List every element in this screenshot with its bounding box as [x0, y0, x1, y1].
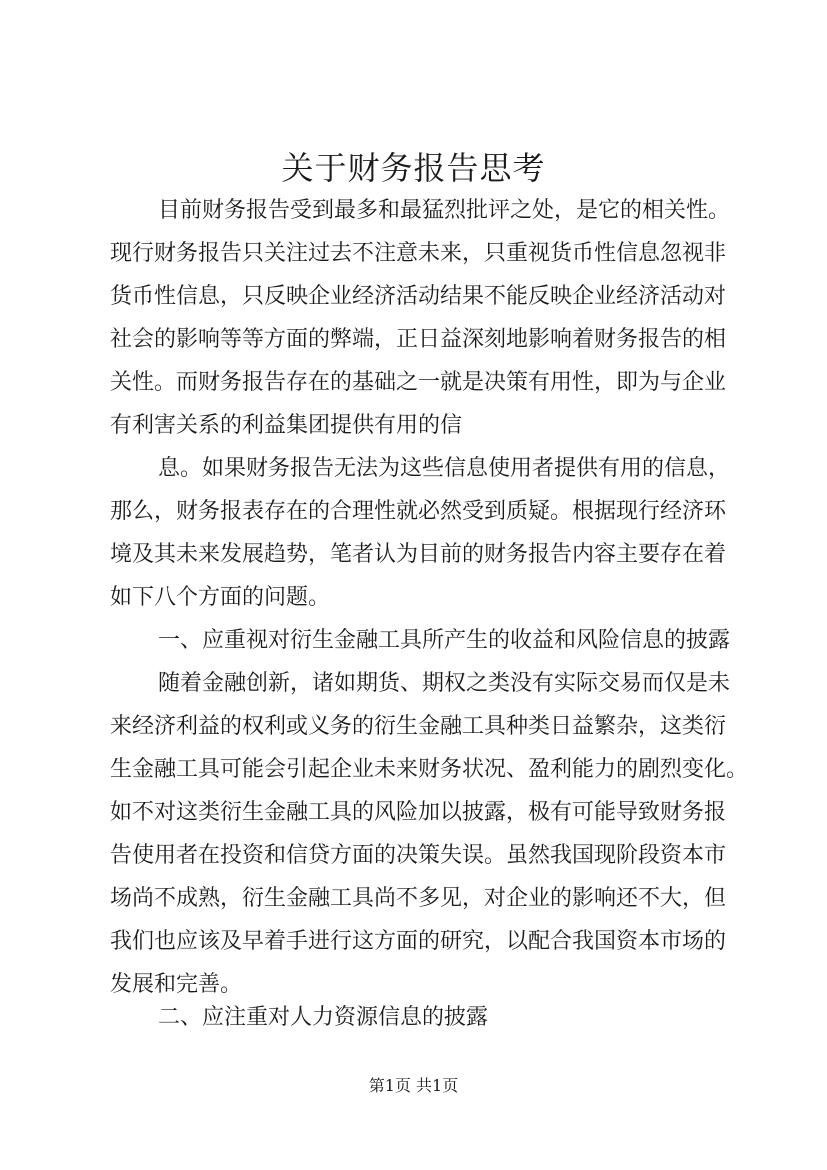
paragraph-line: 来经济利益的权利或义务的衍生金融工具种类日益繁杂，这类衍	[110, 714, 727, 739]
paragraph-line: 生金融工具可能会引起企业未来财务状况、盈利能力的剧烈变化。	[110, 757, 749, 782]
paragraph-line: 我们也应该及早着手进行这方面的研究，以配合我国资本市场的	[110, 929, 727, 954]
paragraph-line: 随着金融创新，诸如期货、期权之类没有实际交易而仅是未	[158, 671, 731, 696]
section-heading: 一、应重视对衍生金融工具所产生的收益和风险信息的披露	[158, 628, 731, 653]
paragraph-line: 货币性信息，只反映企业经济活动结果不能反映企业经济活动对	[110, 284, 727, 309]
paragraph-line: 现行财务报告只关注过去不注意未来，只重视货币性信息忽视非	[110, 241, 727, 266]
paragraph-line: 告使用者在投资和信贷方面的决策失误。虽然我国现阶段资本市	[110, 843, 727, 868]
paragraph-line: 如下八个方面的问题。	[110, 585, 331, 610]
paragraph-line: 社会的影响等等方面的弊端，正日益深刻地影响着财务报告的相	[110, 327, 727, 352]
page-footer: 第1页 共1页	[368, 1076, 459, 1095]
section-heading: 二、应注重对人力资源信息的披露	[158, 1005, 489, 1030]
paragraph-line: 如不对这类衍生金融工具的风险加以披露，极有可能导致财务报	[110, 800, 727, 825]
paragraph-line: 关性。而财务报告存在的基础之一就是决策有用性，即为与企业	[110, 370, 727, 395]
paragraph-line: 场尚不成熟，衍生金融工具尚不多见，对企业的影响还不大，但	[110, 886, 727, 911]
paragraph-line: 那么，财务报表存在的合理性就必然受到质疑。根据现行经济环	[110, 499, 727, 524]
document-title: 关于财务报告思考	[281, 149, 546, 187]
paragraph-line: 发展和完善。	[110, 972, 243, 997]
paragraph-line: 有利害关系的利益集团提供有用的信	[110, 413, 463, 438]
paragraph-line: 目前财务报告受到最多和最猛烈批评之处，是它的相关性。	[158, 198, 731, 223]
paragraph-line: 境及其未来发展趋势，笔者认为目前的财务报告内容主要存在着	[110, 542, 727, 567]
paragraph-line: 息。如果财务报告无法为这些信息使用者提供有用的信息，	[158, 456, 731, 481]
